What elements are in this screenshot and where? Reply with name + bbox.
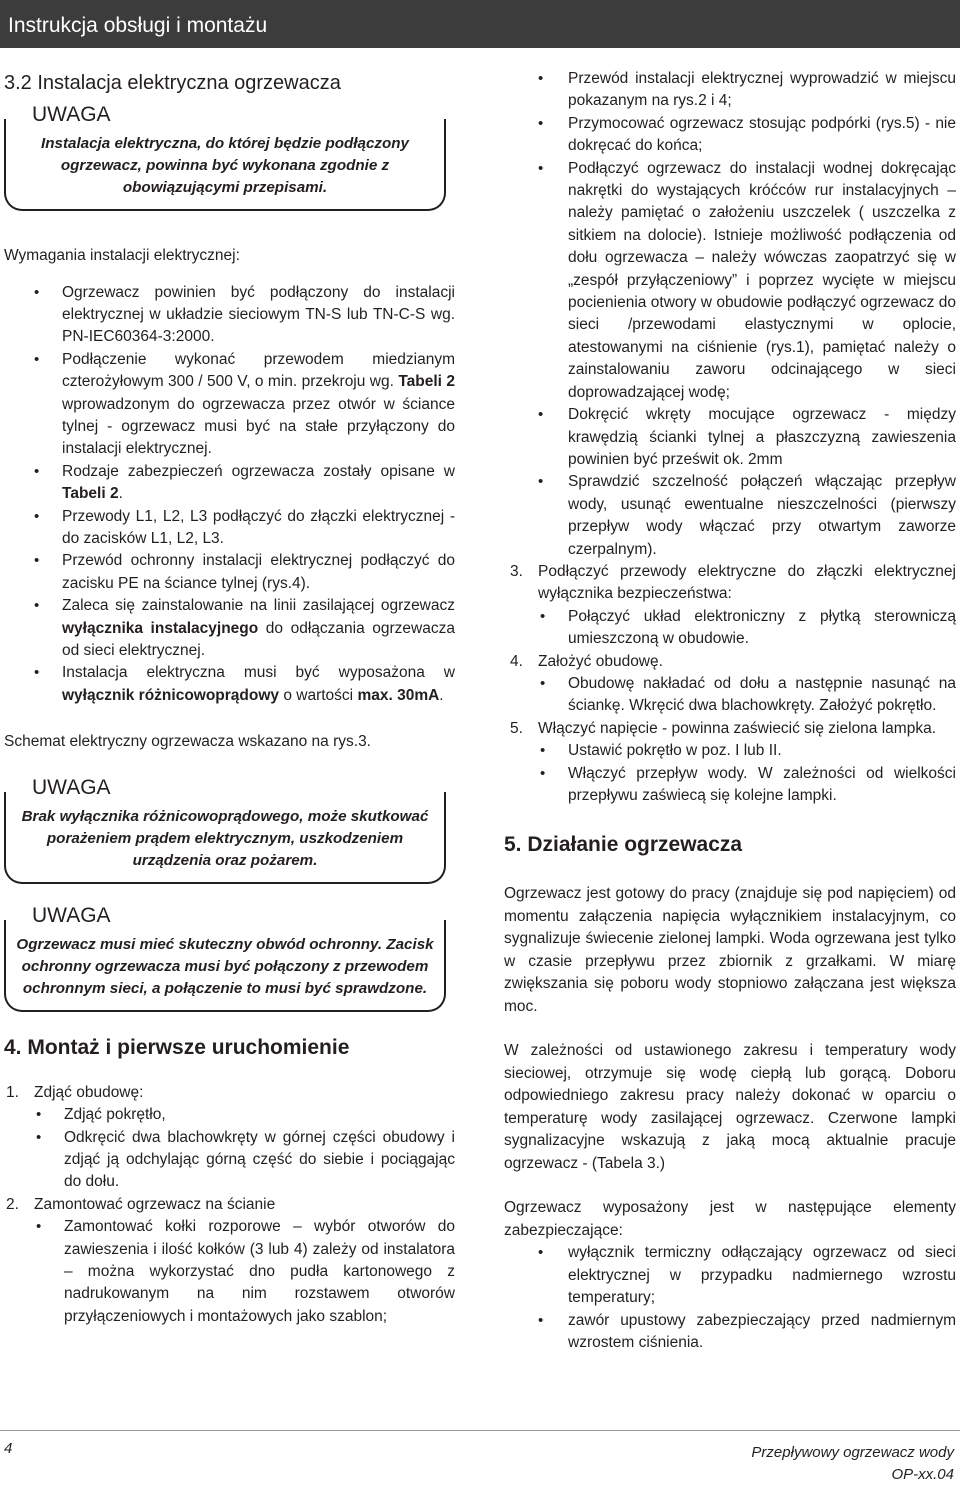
- list-item: • Ogrzewacz powinien być podłączony do instalacji elektrycznej w układzie sieciowym TN-S lub TN-C-S wg. PN-IEC60364-3:2000.: [0, 282, 455, 349]
- list-item: • Zamontować kołki rozporowe – wybór otworów do zawieszenia i ilość kołków (3 lub 4) zależy od instalatora – można wykorzystać dno pudła kartonowego z nadrukowanym na nim rozstawem otworów przyłączeniowych i montażowych jako szablon;: [34, 1216, 455, 1328]
- list-item: • Podłączyć ogrzewacz do instalacji wodnej dokręcając nakrętki do wystających króćców rur instalacyjnych – należy pamiętać o założeniu uszczelek ( uszczelka z sitkiem na dolocie). Istnieje możliwość podłączenia od dołu ogrzewacza – należy wówczas zaopatrzyć się w „zespół przyłączeniowy” i poprzez wycięte w miejscu pocienienia otwory w obudowie podłączyć ogrzewacz do sieci /przewodami elastycznymi w oplocie, atestowanymi na ciśnienie (rys.1), pamiętać należy o zainstalowaniu zaworu odcinającego w sieci doprowadzającej wodę;: [504, 158, 956, 404]
- warning-title: UWAGA: [32, 775, 111, 799]
- list-item: • Zdjąć pokrętło,: [34, 1104, 455, 1126]
- section-5-paragraph-3: Ogrzewacz wyposażony jest w następujące elementy zabezpieczające:: [504, 1199, 956, 1239]
- list-item: • Połączyć układ elektroniczny z płytką sterowniczą umieszczoną w obudowie.: [538, 606, 956, 651]
- requirements-label: Wymagania instalacji elektrycznej:: [4, 247, 240, 264]
- page-number: 4: [4, 1440, 13, 1457]
- section-5-paragraph-1: Ogrzewacz jest gotowy do pracy (znajduje się pod napięciem) od momentu załączenia napięcia wyłącznikiem instalacyjnym, co sygnalizuje świecenie zielonej lampki. Woda ogrzewana jest tylko w czasie przepływu przez zbiornik z grzałkami. W miarę zwiększania się poboru wody stopniowo załączana jest większa moc.: [504, 885, 956, 1015]
- list-item: • Instalacja elektryczna musi być wyposażona w wyłącznik różnicowoprądowy o wartości max. 30mA.: [0, 662, 455, 707]
- warning-text: Ogrzewacz musi mieć skuteczny obwód ochronny. Zacisk ochronny ogrzewacza musi być połączony z przewodem ochronnym sieci, a połączenie to musi być sprawdzone.: [16, 935, 434, 997]
- right-column: [504, 68, 956, 1354]
- page-header: [0, 0, 960, 48]
- section-4-heading: 4. Montaż i pierwsze uruchomienie: [4, 1035, 350, 1059]
- safety-list: [504, 1242, 956, 1354]
- step-item: 2. Zamontować ogrzewacz na ścianie • Zamontować kołki rozporowe – wybór otworów do zawieszenia i ilość kołków (3 lub 4) zależy od instalatora – można wykorzystać dno pudła kartonowego z nadrukowanym na nim rozstawem otworów przyłączeniowych i montażowych jako szablon;: [0, 1194, 455, 1328]
- list-item: • Obudowę nakładać od dołu a następnie nasunąć na ściankę. Wkręcić dwa blachowkręty. Założyć pokrętło.: [538, 673, 956, 718]
- step-item: 5. Włączyć napięcie - powinna zaświecić się zielona lampka. • Ustawić pokrętło w poz. I lub II. • Włączyć przepływ wody. W zależności od wielkości przepływu zaświecą się kolejne lampki.: [504, 718, 956, 808]
- product-code: OP-xx.04: [891, 1466, 954, 1483]
- list-item: • Przewód ochronny instalacji elektrycznej podłączyć do zacisku PE na ściance tylnej (rys.4).: [0, 550, 455, 595]
- warning-title: UWAGA: [32, 903, 111, 927]
- list-item: • Przewód instalacji elektrycznej wyprowadzić w miejscu pokazanym na rys.2 i 4;: [504, 68, 956, 113]
- list-item: • Podłączenie wykonać przewodem miedzianym czterożyłowym 300 / 500 V, o min. przekroju wg. Tabeli 2 wprowadzonym do ogrzewacza przez otwór w ściance tylnej - ogrzewacz musi być na stałe przyłączony do instalacji elektrycznej.: [0, 349, 455, 461]
- warning-text: Brak wyłącznika różnicowoprądowego, może skutkować porażeniem prądem elektrycznym, uszkodzeniem urządzenia oraz pożarem.: [21, 807, 429, 869]
- section-5-paragraph-2: W zależności od ustawionego zakresu i temperatury wody sieciowej, otrzymuje się wodę ciepłą lub gorącą. Doboru odpowiedniego zakresu pracy należy dokonać w oparciu o temperaturę wody zasilającej ogrzewacz. Czerwone lampki sygnalizacyjne wskazują z jaką mocą aktualnie pracuje ogrzewacz - (Tabela 3.): [504, 1042, 956, 1172]
- warning-text: Instalacja elektryczna, do której będzie podłączony ogrzewacz, powinna być wykonana zgodnie z obowiązującymi przepisami.: [41, 135, 409, 196]
- list-item: • Dokręcić wkręty mocujące ogrzewacz - między krawędzią ścianki tylnej a płaszczyzną zawieszenia powinien być prześwit ok. 2mm: [504, 404, 956, 471]
- schema-text: Schemat elektryczny ogrzewacza wskazano na rys.3.: [4, 733, 371, 751]
- step-item: 3. Podłączyć przewody elektryczne do złączki elektrycznej wyłącznika bezpieczeństwa: • Połączyć układ elektroniczny z płytką sterowniczą umieszczoną w obudowie.: [504, 561, 956, 651]
- list-item: • Przewody L1, L2, L3 podłączyć do złączki elektrycznej - do zacisków L1, L2, L3.: [0, 506, 455, 551]
- list-item: • Włączyć przepływ wody. W zależności od wielkości przepływu zaświecą się kolejne lampki.: [538, 763, 956, 808]
- list-item: • zawór upustowy zabezpieczający przed nadmiernym wzrostem ciśnienia.: [504, 1310, 956, 1355]
- list-item: • Przymocować ogrzewacz stosując podpórki (rys.5) - nie dokręcać do końca;: [504, 113, 956, 158]
- requirements-list: [0, 282, 455, 708]
- install-steps-right: [504, 561, 956, 807]
- section-3-2-heading: 3.2 Instalacja elektryczna ogrzewacza: [4, 72, 341, 94]
- list-item: • wyłącznik termiczny odłączający ogrzewacz od sieci elektrycznej w przypadku nadmiernego wzrostu temperatury;: [504, 1242, 956, 1309]
- warning-title: UWAGA: [32, 103, 111, 126]
- install-items-right: [504, 68, 956, 561]
- section-5-heading: 5. Działanie ogrzewacza: [504, 833, 743, 857]
- left-column: [0, 68, 455, 1328]
- warning-box-1: [4, 103, 446, 211]
- list-item: • Odkręcić dwa blachowkręty w górnej części obudowy i zdjąć ją odchylając górną część do siebie i pociągając do dołu.: [34, 1127, 455, 1194]
- step-item: 4. Założyć obudowę. • Obudowę nakładać od dołu a następnie nasunąć na ściankę. Wkręcić dwa blachowkręty. Założyć pokrętło.: [504, 651, 956, 718]
- warning-box-3: [4, 903, 446, 1012]
- install-steps-left: [0, 1082, 455, 1328]
- step-item: 1. Zdjąć obudowę: • Zdjąć pokrętło, • Odkręcić dwa blachowkręty w górnej części obudowy i zdjąć ją odchylając górną część do siebie i pociągając do dołu.: [0, 1082, 455, 1194]
- list-item: • Zaleca się zainstalowanie na linii zasilającej ogrzewacz wyłącznika instalacyjnego do odłączania ogrzewacza od sieci elektrycznej.: [0, 595, 455, 662]
- header-title: Instrukcja obsługi i montażu: [8, 14, 268, 37]
- warning-box-2: [4, 775, 446, 884]
- list-item: • Ustawić pokrętło w poz. I lub II.: [538, 740, 956, 762]
- list-item: • Sprawdzić szczelność połączeń włączając przepływ wody, usunąć ewentualne nieszczelności (pierwszy przepływ wody włączać przy otwartym zaworze czerpalnym).: [504, 471, 956, 561]
- footer-divider: [0, 1430, 960, 1431]
- footer-product: [751, 1442, 954, 1486]
- list-item: • Rodzaje zabezpieczeń ogrzewacza zostały opisane w Tabeli 2.: [0, 461, 455, 506]
- product-name: Przepływowy ogrzewacz wody: [751, 1444, 954, 1461]
